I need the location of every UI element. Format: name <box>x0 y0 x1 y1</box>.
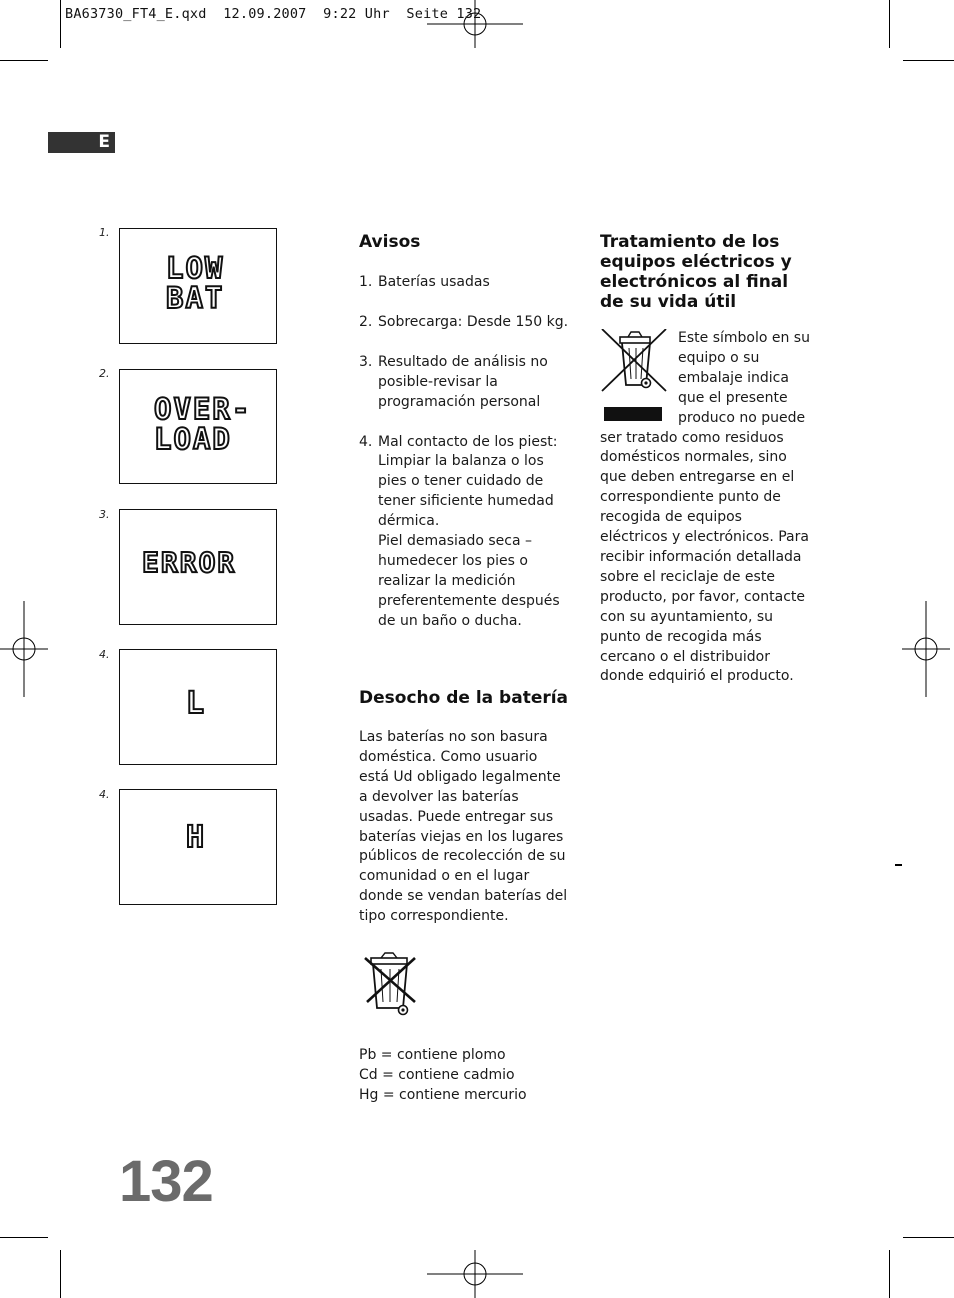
chemical-item: Cd = contiene cadmio <box>359 1066 515 1083</box>
crop-mark <box>0 60 48 61</box>
avisos-item: 4. Mal contacto de los piest: Limpiar la balanza o los pies o tener cuidado de tener sificiente humedad dérmica. Piel demasiado seca – humedecer los pies o realizar la medición preferentemente después de un baño o ducha. <box>359 433 560 629</box>
crop-mark <box>903 1237 954 1238</box>
avisos-item: 1. Baterías usadas <box>359 274 490 290</box>
chemical-item: Hg = contiene mercurio <box>359 1086 527 1103</box>
crop-mark <box>60 0 61 48</box>
page-number: 132 <box>119 1149 213 1214</box>
registration-mark-icon <box>427 1250 523 1298</box>
language-tab: E <box>48 132 115 153</box>
tratamiento-title: Tratamiento de los equipos eléctricos y electrónicos al final de su vida útil <box>600 232 792 312</box>
figure-number: 3. <box>99 508 110 521</box>
bateria-body: Las baterías no son basura doméstica. Como usuario está Ud obligado legalmente a devolver las baterías usadas. Puede entregar sus baterías viejas en los lugares públicos de recolección de su comunidad o en el lugar donde se vendan baterías del tipo correspondiente. <box>359 729 568 925</box>
chemical-item: Pb = contiene plomo <box>359 1047 506 1063</box>
avisos-item: 3. Resultado de análisis no posible-revisar la programación personal <box>359 353 548 410</box>
lcd-text: OVER- LOAD <box>154 392 252 457</box>
crop-mark <box>60 1250 61 1298</box>
lcd-display-low-bat <box>119 228 277 344</box>
figure-number: 2. <box>99 367 110 380</box>
chemical-list <box>359 1046 527 1106</box>
crop-mark <box>889 1250 890 1298</box>
lcd-display-error <box>119 509 277 625</box>
figure-number: 4. <box>99 648 110 661</box>
crop-mark <box>0 1237 48 1238</box>
lcd-text: L <box>186 686 207 721</box>
figure-number: 4. <box>99 788 110 801</box>
crossed-bin-icon <box>600 329 670 425</box>
crop-mark <box>903 60 954 61</box>
registration-mark-icon <box>0 601 48 697</box>
lcd-text: H <box>186 820 207 855</box>
avisos-section <box>359 232 575 632</box>
lcd-display-overload <box>119 369 277 484</box>
tratamiento-section <box>600 232 812 687</box>
lcd-display-h <box>119 789 277 905</box>
avisos-item: 2. Sobrecarga: Desde 150 kg. <box>359 313 569 330</box>
crop-mark <box>889 0 890 48</box>
lcd-text: LOW BAT <box>166 251 225 316</box>
print-slug: BA63730_FT4_E.qxd 12.09.2007 9:22 Uhr Seite 132 <box>65 6 482 22</box>
crossed-bin-icon <box>363 952 419 1018</box>
lcd-text: ERROR <box>142 546 237 579</box>
bateria-title: Desocho de la batería <box>359 688 569 708</box>
registration-mark-icon <box>902 601 950 697</box>
avisos-title: Avisos <box>359 232 421 252</box>
tratamiento-body: Este símbolo en su equipo o su embalaje indica que el presente produco no puede ser tratado como residuos domésticos normales, sino que deben entregarse en el correspondiente punto de recogida de equipos eléctricos y electrónicos. Para recibir información detallada sobre el reciclaje de este producto, por favor, contacte con su ayuntamiento, su punto de recogida más cercano o el distribuidor donde edquirió el producto. <box>600 330 810 685</box>
bateria-section <box>359 688 571 927</box>
figure-number: 1. <box>99 226 110 239</box>
edge-mark <box>895 864 902 866</box>
weee-symbol <box>600 329 672 425</box>
lcd-display-l <box>119 649 277 765</box>
